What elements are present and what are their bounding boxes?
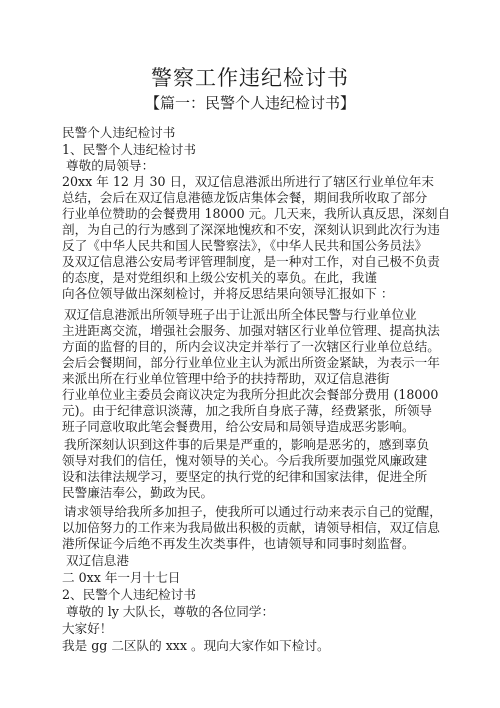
body-line: 来派出所在行业单位管理中给予的扶持帮助，双辽信息港街 [62, 371, 390, 386]
body-line: 请求领导给我所多加担子，使我所可以通过行动来表示自己的觉醒， [64, 504, 442, 519]
body-line: 我所深刻认识到这件事的后果是严重的，影响是恶劣的，感到辜负 [64, 437, 430, 452]
body-line: 行业单位业主委员会商议决定为我所分担此次会餐部分费用 (18000 [62, 387, 439, 402]
body-line: 总结，会后在双辽信息港德龙饭店集体会餐，期间我所收取了部分 [62, 190, 428, 205]
body-line: 民警廉洁奉公，勤政为民。 [62, 485, 214, 500]
body-line: 班子同意收取此笔会餐费用，给公安局和局领导造成恶劣影响。 [62, 419, 415, 434]
body-line: 剖，为自己的行为感到了深深地愧疚和不安，深刻认识到此次行为违 [62, 222, 440, 237]
salutation: 尊敬的 ly 大队长，尊敬的各位同学： [66, 604, 275, 619]
body-line: 的态度，是对党组织和上级公安机关的辜负。在此，我谨 [62, 270, 377, 285]
body-line: 及双辽信息港公安局考评管理制度，是一种对工作，对自己极不负责 [62, 254, 440, 269]
doc-heading: 民警个人违纪检讨书 [62, 125, 176, 140]
signature-date: 二 0xx 年一月十七日 [62, 570, 181, 585]
greeting: 大家好！ [62, 621, 113, 636]
body-line: 向各位领导做出深刻检讨，并将反思结果向领导汇报如下 ： [62, 286, 394, 301]
salutation: 尊敬的局领导： [66, 158, 155, 173]
page-title: 警察工作违纪检讨书 [151, 66, 349, 90]
item-heading: 1、民警个人违纪检讨书 [62, 142, 196, 157]
body-line: 主进距离交流，增强社会服务、加强对辖区行业单位管理、提高执法 [62, 323, 440, 338]
body-line: 设和法律法规学习，要坚定的执行党的纪律和国家法律，促进全所 [62, 469, 428, 484]
body-line: 反了《中华人民共和国人民警察法》，《中华人民共和国公务员法》 [62, 238, 428, 253]
body-line: 领导对我们的信任，愧对领导的关心。今后我所要加强党风廉政建 [62, 453, 428, 468]
body-line: 20xx 年 12 月 30 日，双辽信息港派出所进行了辖区行业单位年末 [62, 174, 434, 189]
item-heading: 2、民警个人违纪检讨书 [62, 587, 196, 602]
body-line: 双辽信息港派出所领导班子出于让派出所全体民警与行业单位业 [64, 307, 417, 322]
body-line: 元)。由于纪律意识淡薄，加之我所自身底子薄，经费紧张，所领导 [62, 403, 433, 418]
body-line: 方面的监督的目的，所内会议决定并举行了一次辖区行业单位总结。 [62, 339, 440, 354]
section-heading: 【篇一：民警个人违纪检讨书】 [144, 94, 355, 112]
body-line: 港所保证今后绝不再发生次类事件，也请领导和同事时刻监督。 [62, 536, 415, 551]
signature-name: 双辽信息港 [66, 553, 129, 568]
body-line: 行业单位赞助的会餐费用 18000 元。几天来，我所认真反思，深刻自 [62, 206, 451, 221]
body-line: 会后会餐期间，部分行业单位业主认为派出所资金紧缺，为表示一年 [62, 355, 440, 370]
body-line: 以加倍努力的工作来为我局做出积极的贡献，请领导相信，双辽信息 [62, 520, 440, 535]
body-line: 我是 gg 二区队的 xxx 。现向大家作如下检讨。 [62, 638, 330, 653]
